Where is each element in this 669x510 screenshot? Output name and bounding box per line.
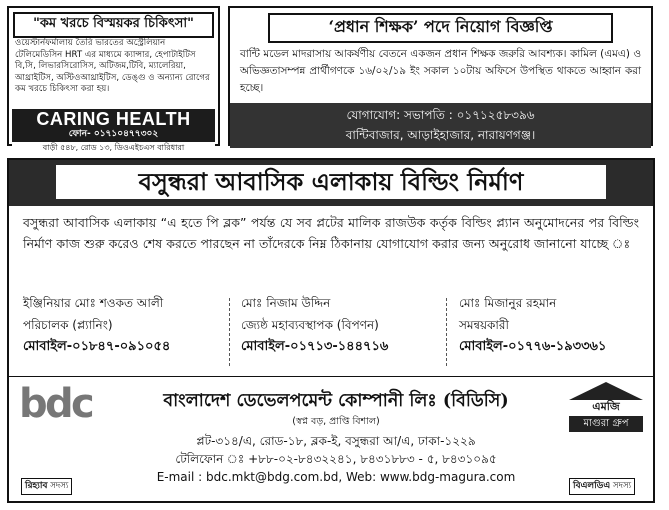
column-divider [446,298,447,366]
caring-brand-name: CARING HEALTH [36,109,191,129]
teacher-ad-title: ‘প্রধান শিক্ষক’ পদে নিয়োগ বিজ্ঞপ্তি [268,13,613,43]
contact-name: মোঃ মিজানুর রহমান [459,296,557,310]
telephone-line: টেলিফোন ঃ +৮৮-০২-৮৪৩২২৪১, ৮৪৩১৮৮৩ - ৫, ৮৪৩১০৯৫ [175,452,497,466]
contact-role: সমন্বয়কারী [459,318,509,332]
group-name: মাগুরা গ্রুপ [569,416,643,432]
blda-member-badge [569,478,635,495]
blda-badge-suffix: সদস্য [612,481,632,491]
bdc-logo-letter: c [71,381,95,427]
contact-mobile: মোবাইল-০১৭১৩-১৪৪৭১৬ [241,339,389,354]
company-name: বাংলাদেশ ডেভেলপমেন্ট কোম্পানী লিঃ (বিডিসি) [163,391,509,411]
teacher-contact-location: বান্টিবাজার, আড়াইহাজার, নারায়ণগঞ্জ। [345,128,536,142]
contact-mobile: মোবাইল-০১৭৭৬-১৯৩৩৬১ [459,339,607,354]
bdc-building-ad [7,158,655,503]
teacher-ad-body: বান্টি মডেল মাদরাসায় আকর্ষণীয় বেতনে একজন প্রধান শিক্ষক জরুরি আবশ্যক। কামিল (এমএ) ও অভিজ্ঞতাসম্পন্ন প্রার্থীগণকে ১৬/০২/১৯ ইং সকাল ১০টায় অফিসে উপস্থিত থাকতে আহ্বান করা হচ্ছে। [240,48,641,94]
company-address [101,432,571,486]
teacher-contact-block [230,103,651,148]
rehab-badge-org: রিহ্যাব [25,481,48,491]
mg-group-logo [565,382,647,438]
teacher-contact-phone: যোগাযোগ: সভাপতি : ০১৭১২৫৮৩৯৬ [346,108,535,122]
address-line: প্লট-৩১৪/এ, রোড-১৮, ব্লক-ই, বসুন্ধরা আ/এ, ঢাকা-১২২৯ [196,434,476,448]
main-headline: বসুন্ধরা আবাসিক এলাকায় বিল্ডিং নির্মাণ [56,165,606,199]
caring-body-text: ওয়েস্টার্নফর্মালায় তৈরি ভারতের অস্ট্রেলিয়ান টেলিমেডিসিন HRT এর মাধ্যমে ক্যান্সার, হেপাটাইটিস বি,সি, লিভারসিরোসিস, অটিজম,টিবি, ম্যালেরিয়া, আথ্রাইটিস, অস্টিওআথ্রাইটিস, ডেঙ্গু ও অন্যান্য রোগের কম খরচে চিকিৎসা করা হয়। [15,38,210,95]
contact-name: ইঞ্জিনিয়ার মোঃ শওকত আলী [23,296,164,310]
bdc-logo-letter: b [19,381,48,427]
bdc-logo-letter: d [45,381,74,427]
main-intro-text: বসুন্ধরা আবাসিক এলাকায় “এ হতে পি ব্লক” পর্যন্ত যে সব প্লটের মালিক রাজউক কর্তৃক বিল্ডিং প্ল্যান অনুমোদনের পর বিল্ডিং নির্মাণ কাজ শুরু করেও শেষ করতে পারছেন না তাঁদেরকে নিম্ন ঠিকানায় যোগাযোগ করার জন্য অনুরোধ জানানো যাচ্ছে ঃ [23,215,639,251]
caring-health-ad [7,6,220,152]
caring-phone: ফোন- ০১৭১০৪৭৭৩০২ [68,129,159,139]
contact-role: পরিচালক (প্ল্যানিং) [23,318,113,332]
contact-column-3 [459,292,649,372]
mg-logo-label: এমজি [592,400,620,413]
contact-column-2 [241,292,441,372]
main-headline-banner [9,160,653,206]
bdc-logo [19,381,99,430]
caring-brand-block [12,109,215,145]
rehab-member-badge [21,478,72,495]
contact-column-1 [23,292,223,372]
contact-name: মোঃ নিজাম উদ্দিন [241,296,331,310]
caring-headline: "কম খরচে বিস্ময়কর চিকিৎসা" [13,12,214,38]
company-slogan: (স্বপ্ন বড়, প্রাপ্তি বিশাল) [292,416,380,427]
contact-role: জ্যেষ্ঠ মহাব্যবস্থাপক (বিপণন) [241,318,379,332]
caring-address: বাড়ী ৫৪৮, রোড ১৩, ডিওএইচএস বারিধারা [12,142,215,155]
rehab-badge-suffix: সদস্য [50,481,69,491]
house-roof-icon [569,382,643,400]
contact-mobile: মোবাইল-০১৮৪৭-০৯১০৫৪ [23,339,171,354]
column-divider [229,298,230,366]
section-divider [9,376,653,377]
email-web-line: E-mail : bdc.mkt@bdg.com.bd, Web: www.bdg-magura.com [156,470,516,484]
blda-badge-org: বিএলডিএ [573,481,611,491]
teacher-recruitment-ad [228,6,653,146]
